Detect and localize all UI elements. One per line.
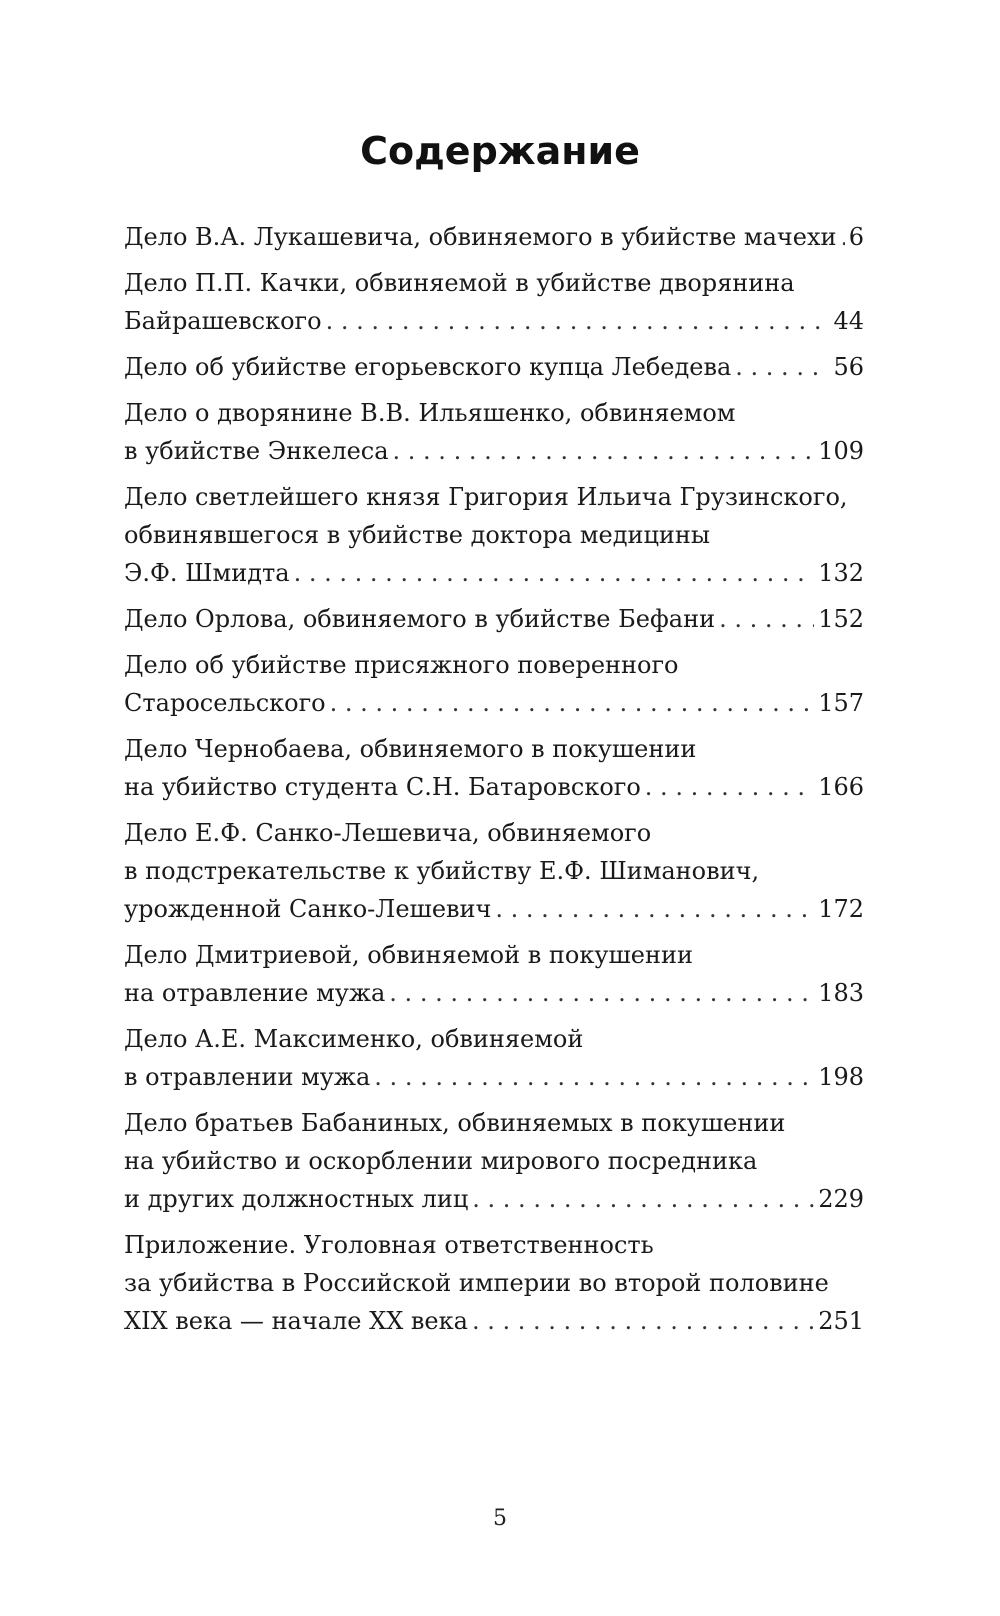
- toc-entry-title-line: Байрашевского: [124, 307, 322, 335]
- toc-entry-page-number: 6: [848, 223, 864, 251]
- page-title: Содержание: [360, 129, 640, 173]
- toc-entry: [124, 1020, 864, 1096]
- toc-entry-title-line: на убийство и оскорблении мирового посредника: [124, 1147, 758, 1175]
- dot-leader: [472, 1180, 814, 1218]
- dot-leader: [326, 302, 830, 340]
- dot-leader: [841, 218, 845, 256]
- toc-entry-title-line: Старосельского: [124, 689, 326, 717]
- dot-leader: [472, 1302, 814, 1340]
- toc-entry-title-line: Дело П.П. Качки, обвиняемой в убийстве дворянина: [124, 269, 795, 297]
- page-number: 5: [493, 1506, 507, 1531]
- toc-entry-title-line: в отравлении мужа: [124, 1063, 371, 1091]
- toc-entry: [124, 348, 864, 386]
- toc-entry-title-line: обвинявшегося в убийстве доктора медицины: [124, 521, 710, 549]
- toc-entry-page-number: 152: [818, 605, 864, 633]
- toc-entry-page-number: 172: [818, 895, 864, 923]
- toc-entry-last-line: [124, 684, 864, 722]
- toc-entry-page-number: 56: [833, 353, 864, 381]
- toc-entry-last-line: [124, 600, 864, 638]
- toc-entry-title-line: Дело об убийстве присяжного поверенного: [124, 651, 679, 679]
- toc-entry-title-line: и других должностных лиц: [124, 1185, 469, 1213]
- toc-entry: [124, 478, 864, 592]
- toc-entry: [124, 730, 864, 806]
- toc-entry-last-line: [124, 1302, 864, 1340]
- table-of-contents: [124, 218, 864, 1348]
- toc-entry-title-line: на отравление мужа: [124, 979, 386, 1007]
- toc-entry-last-line: [124, 974, 864, 1012]
- toc-entry-title-line: Дело В.А. Лукашевича, обвиняемого в убийстве мачехи: [124, 223, 837, 251]
- toc-entry-last-line: [124, 348, 864, 386]
- toc-entry-page-number: 229: [818, 1185, 864, 1213]
- toc-entry-title-line: Дело братьев Бабаниных, обвиняемых в покушении: [124, 1109, 786, 1137]
- dot-leader: [719, 600, 814, 638]
- dot-leader: [294, 554, 815, 592]
- toc-entry-last-line: [124, 1180, 864, 1218]
- toc-entry-page-number: 166: [818, 773, 864, 801]
- dot-leader: [330, 684, 815, 722]
- toc-entry-last-line: [124, 768, 864, 806]
- toc-entry: [124, 646, 864, 722]
- toc-entry: [124, 394, 864, 470]
- toc-entry-last-line: [124, 890, 864, 928]
- toc-entry-title-line: в убийстве Энкелеса: [124, 437, 389, 465]
- dot-leader: [495, 890, 814, 928]
- dot-leader: [389, 974, 814, 1012]
- toc-entry-title-line: в подстрекательстве к убийству Е.Ф. Шиманович,: [124, 857, 760, 885]
- toc-entry: [124, 1226, 864, 1340]
- toc-entry-last-line: [124, 302, 864, 340]
- toc-entry-last-line: [124, 554, 864, 592]
- toc-entry-page-number: 183: [818, 979, 864, 1007]
- toc-entry-last-line: [124, 432, 864, 470]
- toc-entry-page-number: 251: [818, 1307, 864, 1335]
- toc-entry-last-line: [124, 1058, 864, 1096]
- toc-entry-page-number: 109: [818, 437, 864, 465]
- toc-entry-title-line: Дело об убийстве егорьевского купца Лебедева: [124, 353, 732, 381]
- toc-entry-title-line: урожденной Санко-Лешевич: [124, 895, 492, 923]
- dot-leader: [645, 768, 814, 806]
- toc-entry-last-line: [124, 218, 864, 256]
- toc-entry-title-line: XIX века — начале XX века: [124, 1307, 468, 1335]
- toc-entry-page-number: 132: [818, 559, 864, 587]
- dot-leader: [393, 432, 815, 470]
- toc-entry-title-line: Дело Дмитриевой, обвиняемой в покушении: [124, 941, 693, 969]
- toc-entry-title-line: Дело Е.Ф. Санко-Лешевича, обвиняемого: [124, 819, 652, 847]
- toc-entry: [124, 1104, 864, 1218]
- toc-entry: [124, 264, 864, 340]
- toc-entry-page-number: 157: [818, 689, 864, 717]
- toc-entry-page-number: 198: [818, 1063, 864, 1091]
- toc-entry-title-line: Дело Орлова, обвиняемого в убийстве Бефани: [124, 605, 716, 633]
- dot-leader: [374, 1058, 814, 1096]
- dot-leader: [735, 348, 829, 386]
- toc-entry-title-line: Дело о дворянине В.В. Ильяшенко, обвиняемом: [124, 399, 736, 427]
- toc-entry-title-line: за убийства в Российской империи во второй половине: [124, 1269, 829, 1297]
- toc-entry: [124, 600, 864, 638]
- toc-entry: [124, 814, 864, 928]
- toc-entry-page-number: 44: [833, 307, 864, 335]
- toc-entry-title-line: Дело А.Е. Максименко, обвиняемой: [124, 1025, 584, 1053]
- toc-entry: [124, 218, 864, 256]
- toc-entry-title-line: Дело Чернобаева, обвиняемого в покушении: [124, 735, 697, 763]
- toc-entry: [124, 936, 864, 1012]
- toc-entry-title-line: Э.Ф. Шмидта: [124, 559, 290, 587]
- toc-entry-title-line: Дело светлейшего князя Григория Ильича Грузинского,: [124, 483, 848, 511]
- toc-entry-title-line: на убийство студента С.Н. Батаровского: [124, 773, 641, 801]
- toc-entry-title-line: Приложение. Уголовная ответственность: [124, 1231, 654, 1259]
